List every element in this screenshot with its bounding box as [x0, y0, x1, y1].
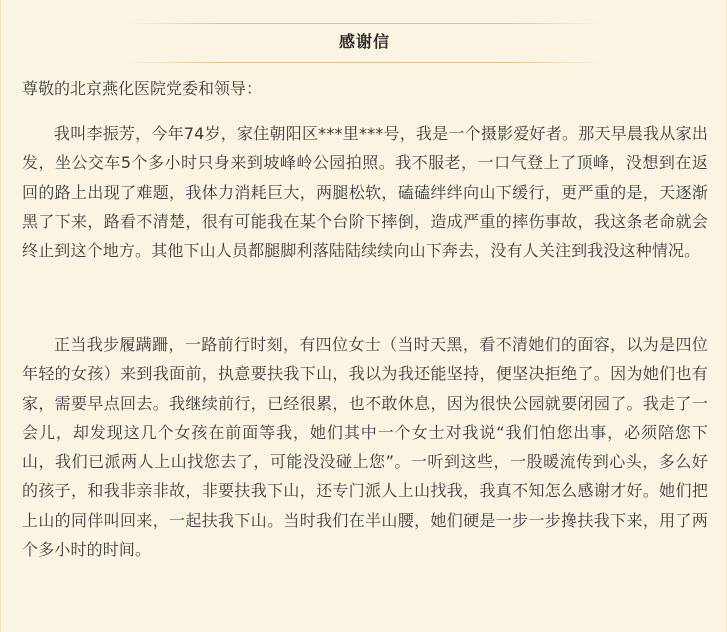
title-bottom-rule	[126, 62, 602, 63]
letter-paragraph-2: 正当我步履蹒跚，一路前行时刻，有四位女士（当时天黑，看不清她们的面容，以为是四位年轻的女孩）来到我面前，执意要扶我下山，我以为我还能坚持，便坚决拒绝了。因为她们也有家，需要早点回去。我继续前行，已经很累，也不敢休息，因为很快公园就要闭园了。我走了一会儿，却发现这几个女孩在前面等我，她们其中一个女士对我说“我们怕您出事，必须陪您下山，我们已派两人上山找您去了，可能没没碰上您”。一听到这些，一股暖流传到心头，多么好的孩子，和我非亲非故，非要扶我下山，还专门派人上山找我，我真不知怎么感谢才好。她们把上山的同伴叫回来，一起扶我下山。当时我们在半山腰，她们硬是一步一步搀扶我下来，用了两个多小时的时间。	[22, 335, 708, 560]
title-banner	[1, 22, 727, 66]
letter-salutation: 尊敬的北京燕化医院党委和领导：	[22, 79, 263, 98]
letter-title: 感谢信	[338, 32, 390, 51]
title-top-rule	[126, 23, 602, 24]
letter-paragraph-1: 我叫李振芳，今年74岁，家住朝阳区***里***号，我是一个摄影爱好者。那天早晨我从家出发，坐公交车5个多小时只身来到坡峰岭公园拍照。我不服老，一口气登上了顶峰，没想到在返回的路上出现了难题，我体力消耗巨大，两腿松软，磕磕绊绊向山下缓行，更严重的是，天逐渐黑了下来，路看不清楚，很有可能我在某个台阶下摔倒，造成严重的摔伤事故，我这条老命就会终止到这个地方。其他下山人员都腿脚利落陆陆续续向山下奔去，没有人关注到我没这种情况。	[22, 124, 708, 261]
